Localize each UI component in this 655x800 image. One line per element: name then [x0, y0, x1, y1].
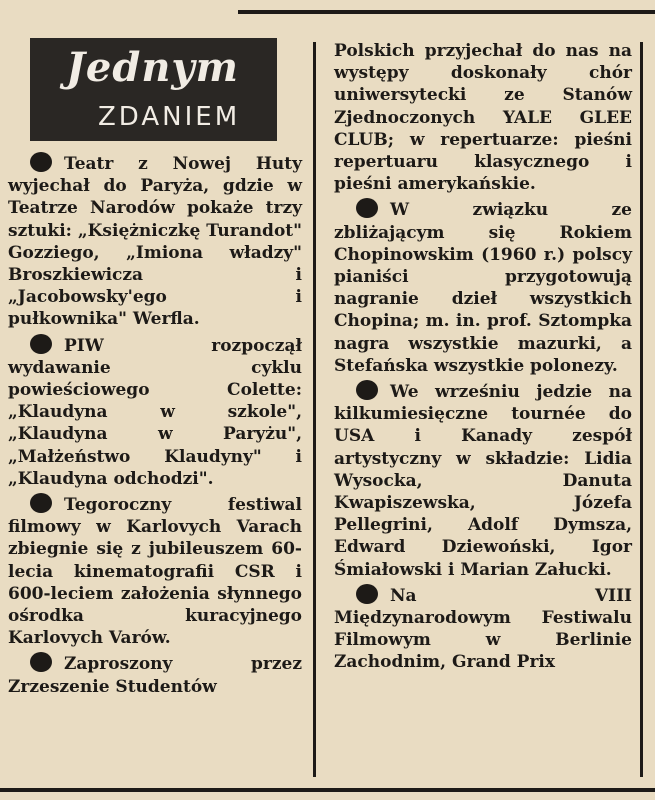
column-divider [313, 42, 316, 777]
news-item: W związku ze zbliżającym się Rokiem Chopinowskim (1960 r.) polscy pianiści przygotowują nagranie dzieł wszystkich Chopina; m. in. prof. Sztompka nagra wszystkie mazurki, a Stefańska wszystkie polonezy. [334, 200, 632, 376]
news-item: Na VIII Międzynarodowym Festiwalu Filmowym w Berlinie Zachodnim, Grand Prix [334, 585, 632, 673]
bullet-icon [30, 152, 52, 172]
news-item: Tegoroczny festiwal filmowy w Karlovych Varach zbiegnie się z jubileuszem 60-lecia kinematografii CSR i 600-leciem założenia słynnego ośrodka kuracyjnego Karlovych Varów. [8, 495, 302, 649]
bullet-icon [356, 380, 378, 400]
news-item: PIW rozpoczął wydawanie cyklu powieściowego Colette: „Klaudyna w szkole", „Klaudyna w Paryżu", „Małżeństwo Klaudyny" i „Klaudyna odchodzi". [8, 335, 302, 489]
news-item: Zaproszony przez Zrzeszenie Studentów [8, 654, 302, 697]
bullet-icon [30, 493, 52, 513]
news-item-continuation: Polskich przyjechał do nas na występy doskonały chór uniwersytecki ze Stanów Zjednoczonych YALE GLEE CLUB; w repertuarze: pieśni repertuaru klasycznego i pieśni amerykańskie. [334, 41, 632, 195]
right-edge-rule [640, 42, 643, 777]
news-item: Teatr z Nowej Huty wyjechał do Paryża, gdzie w Teatrze Narodów pokaże trzy sztuki: „Księżniczkę Turandot" Gozziego, „Imiona władzy" Broszkiewicza i „Jacobowsky'ego i pułkownika" Werfla. [8, 154, 302, 330]
right-column [334, 40, 632, 677]
masthead-title: Jednym [66, 44, 239, 91]
bottom-rule [0, 788, 655, 792]
bullet-icon [356, 584, 378, 604]
masthead-subtitle: ZDANIEM [98, 102, 241, 132]
news-item: We wrześniu jedzie na kilkumiesięczne tournée do USA i Kanady zespół artystyczny w składzie: Lidia Wysocka, Danuta Kwapiszewska, Józefa Pellegrini, Adolf Dymsza, Edward Dziewoński, Igor Śmiałowski i Marian Załucki. [334, 382, 632, 580]
bullet-icon [30, 652, 52, 672]
bullet-icon [30, 334, 52, 354]
top-rule [238, 10, 655, 14]
section-masthead [30, 38, 277, 141]
bullet-icon [356, 198, 378, 218]
left-column [8, 152, 302, 701]
